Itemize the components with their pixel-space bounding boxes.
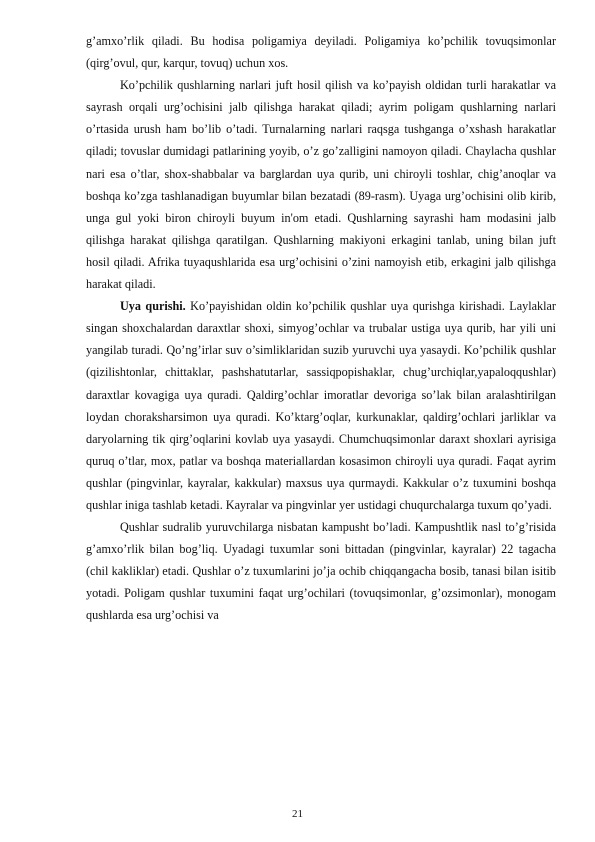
paragraph-egg-count (86, 516, 556, 626)
paragraph-text: Qushlar sudralib yuruvchilarga nisbatan kampusht bo’ladi. Kampushtlik nasl to’g’risida g’amxo’rlik bilan bog’liq. Uyadagi tuxumlar soni bittadan (pingvinlar, kayralar) 22 tagacha (chil kakliklar) etadi. Qushlar o’z tuxumlarini jo’ja ochib chiqqangacha bosib, tanasi bilan isitib yotadi. Poligam qushlar tuxumini faqat urg’ochilari (tovuqsimonlar, g’ozsimonlar), monogam qushlarda esa urg’ochisi va (86, 520, 556, 623)
paragraph-text: g’amxo’rlik qiladi. Bu hodisa poligamiya deyiladi. Poligamiya ko’pchilik tovuqsimonlar (qirg’ovul, qur, karqur, tovuq) uchun xos. (86, 34, 556, 71)
page-number: 21 (292, 808, 303, 820)
paragraph-poligamiya-intro (86, 30, 556, 74)
section-heading-uya-qurishi: Uya qurishi. (120, 299, 186, 314)
paragraph-nest-building (86, 295, 556, 516)
paragraph-courtship (86, 74, 556, 295)
paragraph-text: Ko’payishidan oldin ko’pchilik qushlar uya qurishga kirishadi. Laylaklar singan shoxchalardan daraxtlar shoxi, simyog’ochlar va trubalar ustiga uya qurib, har yili uni yangilab turadi. Qo’ng’irlar suv o’simliklaridan suzib yuruvchi uya yasaydi. Ko’pchilik qushlar (qizilishtonlar, chittaklar, pashshatutarlar, sassiqpopishaklar, chug’urchiqlar,yapaloqqushlar) daraxtlar kovagiga uya quradi. Qaldirg’ochlar imoratlar devoriga so’lak bilan aralashtirilgan loydan choraksharsimon uya quradi. Ko’ktarg’oqlar, kurkunaklar, qaldirg’ochlari jarliklar va daryolarning tik qirg’oqlarini kovlab uya yasaydi. Chumchuqsimonlar daraxt shoxlari ayrisiga quruq o’tlar, mox, patlar va boshqa materiallardan kosasimon chiroyli uya quradi. Faqat ayrim qushlar (pingvinlar, kayralar, kakkular) maxsus uya qurmaydi. Kakkular o’z tuxumini boshqa qushlar iniga tashlab ketadi. Kayralar va pingvinlar yer ustidagi chuqurchalarga tuxum qo’yadi. (86, 299, 556, 512)
document-page (86, 30, 556, 627)
paragraph-text: Ko’pchilik qushlarning narlari juft hosil qilish va ko’payish oldidan turli harakatlar va sayrash orqali urg’ochisini jalb qilishga harakat qiladi; ayrim poligam qushlarning narlari o’rtasida urush ham bo’lib o’tadi. Turnalarning narlari raqsga tushganga o’xshash harakatlar qiladi; tovuslar dumidagi patlarining yoyib, o’z go’zalligini namoyon qiladi. Chaylacha qushlar nari esa o’tlar, shox-shabbalar va barglardan uya qurib, uni chiroyli toshlar, chig’anoqlar va boshqa ko’zga tashlanadigan buyumlar bilan bezatadi (89-rasm). Uyaga urg’ochisini olib kirib, unga gul yoki biron chiroyli buyum in'om etadi. Qushlarning sayrashi ham modasini jalb qilishga harakat qilishga qaratilgan. Qushlarning makiyoni erkagini tanlab, uning bilan juft hosil qiladi. Afrika tuyaqushlarida esa urg’ochisini o’zini namoyish etib, erkagini jalb qilishga harakat qiladi. (86, 78, 556, 292)
